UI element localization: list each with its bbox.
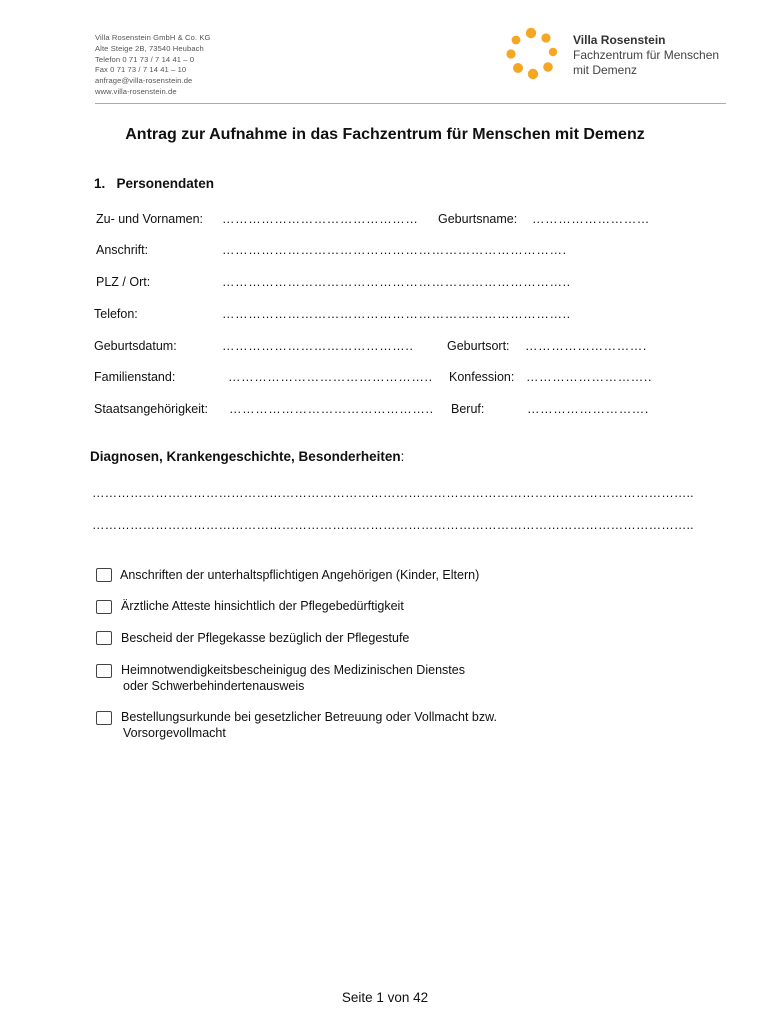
brand-tagline-1: Fachzentrum für Menschen: [573, 48, 720, 62]
brand-name: Villa Rosenstein: [573, 33, 666, 47]
checklist-item-heimnotwendigkeit-line2: oder Schwerbehindertenausweis: [123, 679, 305, 693]
nationality-field[interactable]: ………………………………………..: [229, 402, 434, 416]
villa-rosenstein-logo: [502, 27, 564, 83]
birthname-field[interactable]: ………………………: [532, 212, 650, 226]
address-field[interactable]: …………………………………………………………………….: [222, 243, 567, 257]
diagnosen-heading-colon: :: [400, 449, 405, 464]
job-label: Beruf:: [451, 402, 485, 416]
confession-label: Konfession:: [449, 370, 515, 384]
checklist-item-atteste: Ärztliche Atteste hinsichtlich der Pflegebedürftigkeit: [121, 599, 404, 613]
diagnosen-heading-text: Diagnosen, Krankengeschichte, Besonderheiten: [90, 449, 401, 464]
address-company: Villa Rosenstein GmbH & Co. KG: [95, 33, 211, 42]
header-divider: [95, 103, 726, 104]
family-status-field[interactable]: ………………………………………..: [228, 370, 433, 384]
phone-label: Telefon:: [94, 307, 138, 321]
birthname-label: Geburtsname:: [438, 212, 518, 226]
checklist-item-heimnotwendigkeit: [121, 662, 465, 694]
checkbox-pflegekasse[interactable]: [96, 631, 112, 645]
brand-tagline-2: mit Demenz: [573, 63, 638, 77]
plz-label: PLZ / Ort:: [96, 275, 151, 289]
address-fax: Fax 0 71 73 / 7 14 41 – 10: [95, 65, 187, 75]
checklist-item-pflegekasse: Bescheid der Pflegekasse bezüglich der Pflegestufe: [121, 631, 410, 645]
checklist-item-anschriften: Anschriften der unterhaltspflichtigen Angehörigen (Kinder, Eltern): [120, 568, 480, 582]
name-label: Zu- und Vornamen:: [96, 212, 204, 226]
checkbox-heimnotwendigkeit[interactable]: [96, 664, 112, 678]
birthdate-label: Geburtsdatum:: [94, 339, 177, 353]
checkbox-anschriften[interactable]: [96, 568, 112, 582]
checklist-item-bestellungsurkunde-line2: Vorsorgevollmacht: [123, 726, 226, 740]
address-email: anfrage@villa-rosenstein.de: [95, 76, 193, 86]
phone-field[interactable]: ……………………………………………………………………..: [222, 307, 571, 321]
letterhead-address: [95, 33, 211, 98]
birthplace-label: Geburtsort:: [447, 339, 510, 353]
checkbox-bestellungsurkunde[interactable]: [96, 711, 112, 725]
address-label: Anschrift:: [96, 243, 149, 257]
family-status-label: Familienstand:: [94, 370, 176, 384]
diagnosen-line-1[interactable]: ……………………………………………………………………………………………………………………………..: [92, 486, 694, 500]
birthplace-field[interactable]: ……………………….: [525, 339, 647, 353]
brand-block: [573, 33, 719, 78]
plz-field[interactable]: ……………………………………………………………………..: [222, 275, 571, 289]
job-field[interactable]: ……………………….: [527, 402, 649, 416]
checkbox-atteste[interactable]: [96, 600, 112, 614]
checklist-item-bestellungsurkunde: [121, 709, 497, 741]
section-diagnosen-heading: [90, 449, 404, 464]
name-field[interactable]: ………………………………………: [222, 212, 419, 226]
checklist-item-bestellungsurkunde-line1: Bestellungsurkunde bei gesetzlicher Betreuung oder Vollmacht bzw.: [121, 710, 497, 724]
address-phone: Telefon 0 71 73 / 7 14 41 – 0: [95, 54, 195, 64]
checklist-item-heimnotwendigkeit-line1: Heimnotwendigkeitsbescheinigug des Medizinischen Dienstes: [121, 663, 465, 677]
page-number: Seite 1 von 42: [341, 990, 429, 1005]
diagnosen-line-2[interactable]: ……………………………………………………………………………………………………………………………..: [92, 518, 694, 532]
address-street: Alte Steige 2B, 73540 Heubach: [95, 43, 204, 53]
address-website: www.villa-rosenstein.de: [95, 86, 177, 96]
document-title: Antrag zur Aufnahme in das Fachzentrum für Menschen mit Demenz: [125, 126, 645, 143]
birthdate-field[interactable]: ……………………………………..: [222, 339, 414, 353]
confession-field[interactable]: ………………………..: [526, 370, 653, 384]
nationality-label: Staatsangehörigkeit:: [94, 402, 208, 416]
section-personendaten-heading: 1. Personendaten: [94, 176, 215, 191]
